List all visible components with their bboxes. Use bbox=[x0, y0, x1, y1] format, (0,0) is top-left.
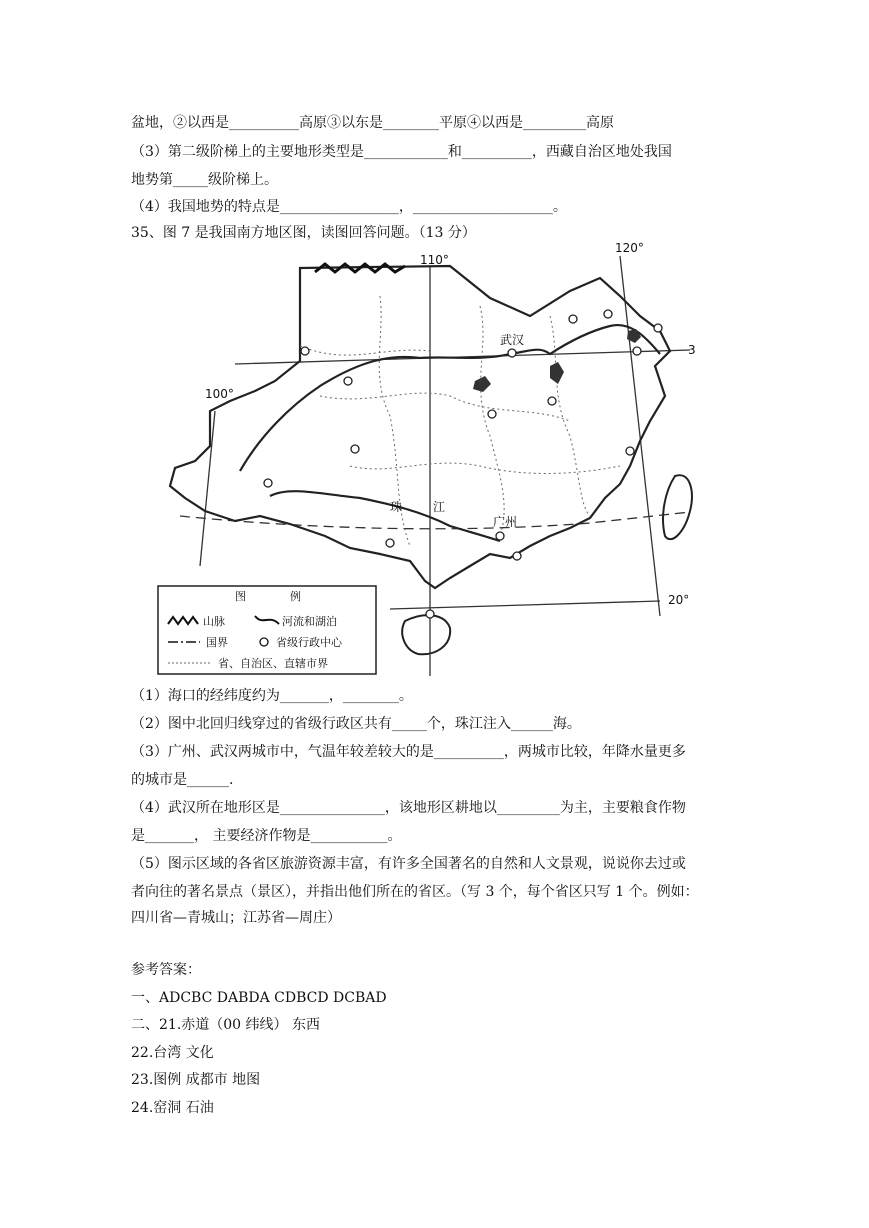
legend-title-1: 图 bbox=[235, 590, 246, 603]
hainan-island bbox=[402, 615, 450, 654]
map-legend bbox=[158, 586, 376, 674]
legend-border-label: 国界 bbox=[206, 636, 228, 649]
label-30-degrees: 3 bbox=[688, 343, 696, 357]
south-china-map bbox=[150, 236, 710, 686]
legend-province-border-label: 省、自治区、直辖市界 bbox=[218, 657, 328, 670]
question-35-heading: 35、图 7 是我国南方地区图，读图回答问题。（13 分） bbox=[131, 225, 476, 241]
label-100-degrees: 100° bbox=[205, 387, 234, 401]
provincial-capitals bbox=[264, 310, 662, 618]
legend-capital-icon bbox=[260, 638, 268, 646]
question-35-5b: 者向往的著名景点（景区），并指出他们所在的省区。（写 3 个，每个省区只写 1 个。例如： bbox=[131, 884, 699, 900]
label-20-degrees: 20° bbox=[668, 593, 690, 607]
answers-24: 24.窑洞 石油 bbox=[131, 1100, 214, 1116]
question-35-1: （1）海口的经纬度约为_______，________。 bbox=[131, 688, 413, 704]
question-35-5a: （5）图示区域的各省区旅游资源丰富，有许多全国著名的自然和人文景观，说说你去过或 bbox=[131, 856, 686, 872]
answers-title: 参考答案： bbox=[131, 962, 201, 978]
question-35-3a: （3）广州、武汉两城市中，气温年较差较大的是__________，两城市比较，年降水量更多 bbox=[131, 744, 686, 760]
legend-mountain-label: 山脉 bbox=[203, 615, 225, 628]
question-35-4a: （4）武汉所在地形区是_______________，该地形区耕地以_________为主，主要粮食作物 bbox=[131, 800, 686, 816]
question-35-5c: 四川省—青城山；江苏省—周庄） bbox=[131, 910, 341, 926]
label-zhujiang-1: 珠 bbox=[390, 500, 403, 514]
pearl-river bbox=[270, 491, 500, 541]
answers-section-1: 一、ADCBC DABDA CDBCD DCBAD bbox=[131, 990, 387, 1006]
answers-21: 二、21.赤道（00 纬线） 东西 bbox=[131, 1017, 320, 1033]
legend-river-label: 河流和湖泊 bbox=[282, 615, 337, 628]
text-line-3: 地势第_____级阶梯上。 bbox=[131, 172, 278, 188]
legend-title-2: 例 bbox=[290, 590, 301, 603]
label-zhujiang-2: 江 bbox=[433, 500, 446, 514]
answers-23: 23.图例 成都市 地图 bbox=[131, 1072, 261, 1088]
meridian-100 bbox=[200, 411, 215, 566]
question-35-3b: 的城市是______. bbox=[131, 772, 234, 788]
province-boundaries bbox=[300, 296, 620, 546]
lake-poyang bbox=[550, 362, 564, 384]
question-35-4b: 是_______， 主要经济作物是___________。 bbox=[131, 828, 402, 844]
label-guangzhou: 广州 bbox=[493, 515, 518, 529]
question-35-2: （2）图中北回归线穿过的省级行政区共有_____个，珠江注入______海。 bbox=[131, 716, 581, 732]
label-120-degrees: 120° bbox=[615, 241, 644, 255]
text-line-2: （3）第二级阶梯上的主要地形类型是____________和__________，西藏自治区地处我国 bbox=[131, 144, 672, 160]
label-wuhan: 武汉 bbox=[500, 333, 525, 347]
mountain-range bbox=[315, 264, 405, 272]
region-outline bbox=[170, 266, 670, 588]
text-line-4: （4）我国地势的特点是_________________，____________________。 bbox=[131, 199, 567, 215]
taiwan-island bbox=[663, 475, 692, 539]
tropic-of-cancer bbox=[180, 512, 690, 529]
legend-capital-label: 省级行政中心 bbox=[276, 636, 342, 649]
lake-dongting bbox=[473, 376, 491, 392]
meridian-120 bbox=[620, 256, 660, 616]
label-110-degrees: 110° bbox=[420, 253, 449, 267]
answers-22: 22.台湾 文化 bbox=[131, 1045, 214, 1061]
text-line-1: 盆地，②以西是__________高原③以东是________平原④以西是_________高原 bbox=[131, 115, 614, 131]
